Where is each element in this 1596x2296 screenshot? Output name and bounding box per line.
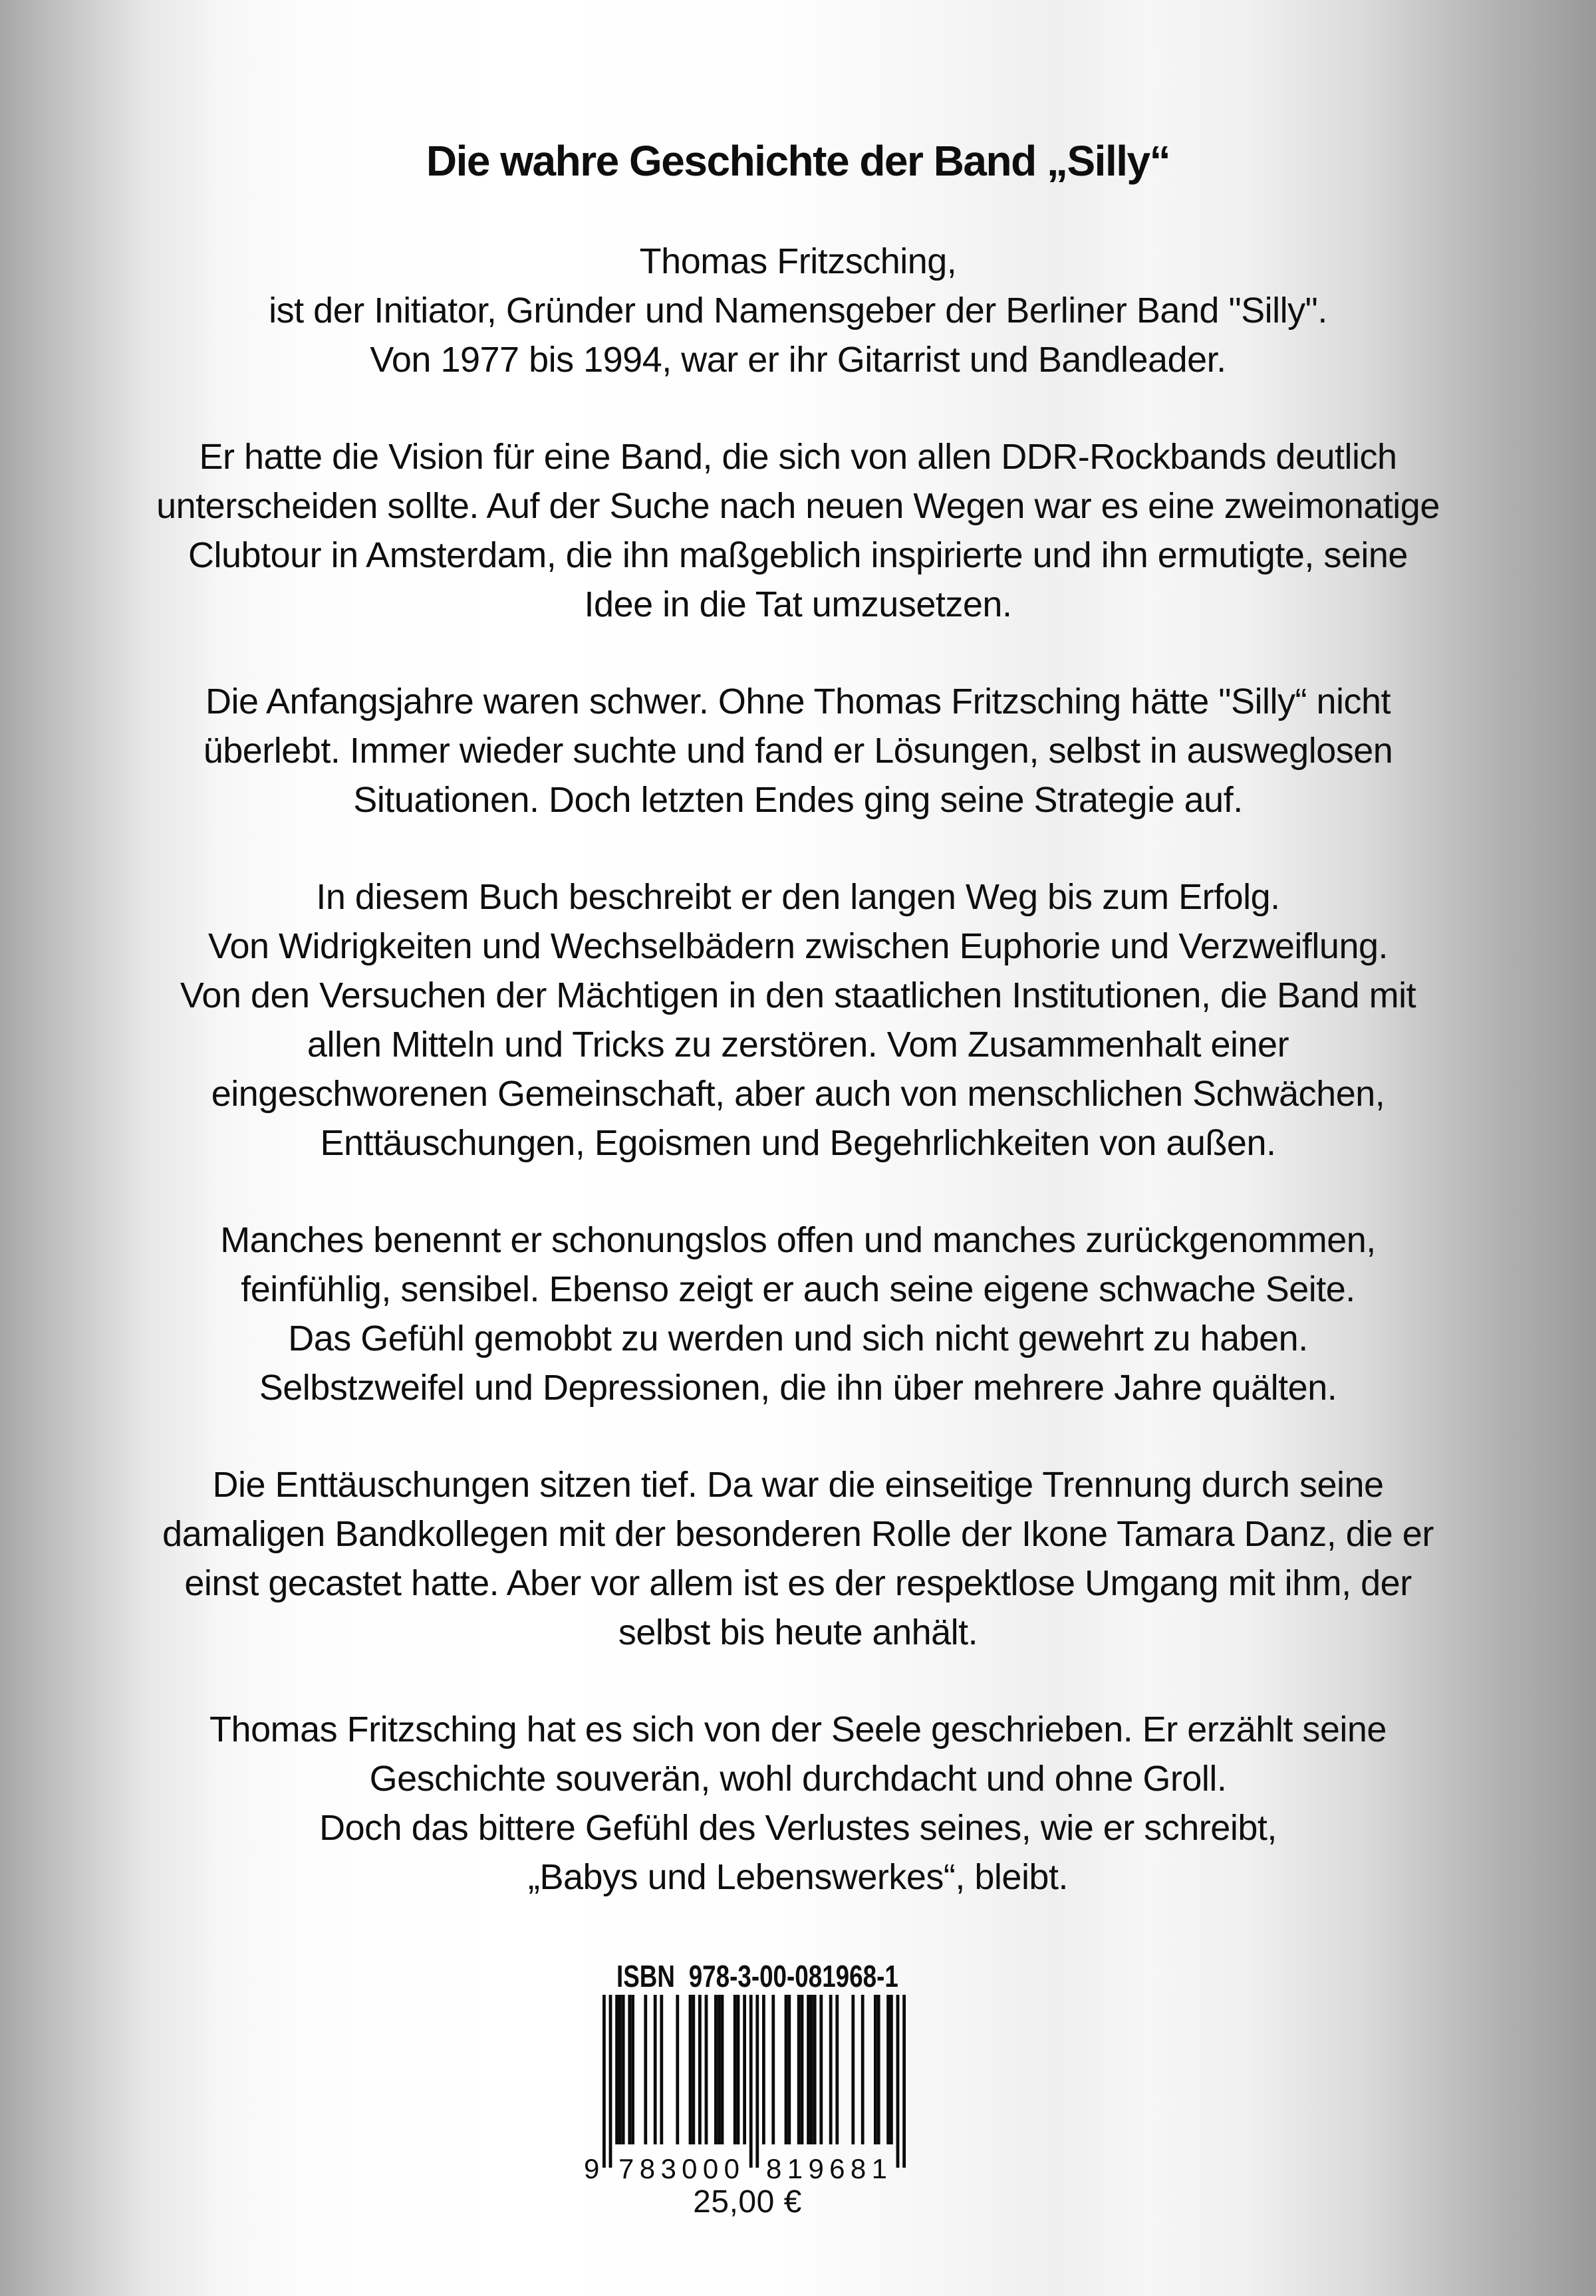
cover-title: Die wahre Geschichte der Band „Silly“	[426, 137, 1170, 185]
barcode-wrap	[581, 1995, 914, 2181]
text-line: ist der Initiator, Gründer und Namensgeber der Berliner Band "Silly".	[269, 291, 1327, 330]
text-line: feinfühlig, sensibel. Ebenso zeigt er auch seine eigene schwache Seite.	[241, 1269, 1355, 1309]
text-line: Von den Versuchen der Mächtigen in den staatlichen Institutionen, die Band mit	[180, 975, 1416, 1015]
isbn-label	[616, 1959, 898, 1993]
isbn-number: 978-3-00-081968-1	[688, 1959, 898, 1993]
text-line: Selbstzweifel und Depressionen, die ihn über mehrere Jahre quälten.	[259, 1368, 1337, 1408]
text-line: Clubtour in Amsterdam, die ihn maßgeblich inspirierte und ihn ermutigte, seine	[188, 535, 1408, 575]
text-line: eingeschworenen Gemeinschaft, aber auch von menschlichen Schwächen,	[211, 1074, 1385, 1114]
text-line: überlebt. Immer wieder suchte und fand er Lösungen, selbst in ausweglosen	[203, 731, 1393, 771]
barcode-digits-right: 819681	[766, 2153, 887, 2181]
text-line: Idee in die Tat umzusetzen.	[584, 584, 1012, 624]
barcode-digits-left: 783000	[618, 2153, 739, 2181]
text-line: Die Anfangsjahre waren schwer. Ohne Thomas Fritzsching hätte "Silly“ nicht	[205, 682, 1391, 721]
paragraph-2	[0, 432, 1596, 629]
text-line: Geschichte souverän, wohl durchdacht und ohne Groll.	[369, 1759, 1227, 1799]
text-line: Thomas Fritzsching hat es sich von der Seele geschrieben. Er erzählt seine	[209, 1710, 1387, 1749]
text-line: Von 1977 bis 1994, war er ihr Gitarrist und Bandleader.	[370, 340, 1226, 380]
paragraph-1	[0, 237, 1596, 384]
text-line: Manches benennt er schonungslos offen und manches zurückgenommen,	[220, 1220, 1376, 1260]
text-line: Enttäuschungen, Egoismen und Begehrlichkeiten von außen.	[320, 1123, 1276, 1163]
text-line: selbst bis heute anhält.	[618, 1612, 978, 1652]
text-line: Das Gefühl gemobbt zu werden und sich nicht gewehrt zu haben.	[288, 1319, 1308, 1358]
text-line: Er hatte die Vision für eine Band, die sich von allen DDR-Rockbands deutlich	[199, 437, 1397, 477]
paragraph-5	[0, 1215, 1596, 1412]
text-line: Thomas Fritzsching,	[639, 241, 957, 281]
text-line: damaligen Bandkollegen mit der besonderen Rolle der Ikone Tamara Danz, die er	[162, 1514, 1434, 1554]
text-line: „Babys und Lebenswerkes“, bleibt.	[528, 1857, 1068, 1897]
barcode-digit-first: 9	[584, 2153, 600, 2181]
text-line: In diesem Buch beschreibt er den langen Weg bis zum Erfolg.	[316, 877, 1280, 917]
paragraph-7	[0, 1705, 1596, 1902]
text-line: Die Enttäuschungen sitzen tief. Da war die einseitige Trennung durch seine	[212, 1465, 1384, 1505]
paragraph-3	[0, 677, 1596, 825]
price-label: 25,00 €	[693, 2184, 802, 2220]
text-line: allen Mitteln und Tricks zu zerstören. Vom Zusammenhalt einer	[307, 1025, 1289, 1065]
ean13-barcode	[581, 1995, 914, 2181]
paragraph-4	[0, 872, 1596, 1168]
text-line: einst gecastet hatte. Aber vor allem ist es der respektlose Umgang mit ihm, der	[184, 1563, 1412, 1603]
text-line: Von Widrigkeiten und Wechselbädern zwischen Euphorie und Verzweiflung.	[207, 926, 1389, 966]
text-line: Doch das bittere Gefühl des Verlustes seines, wie er schreibt,	[319, 1808, 1277, 1848]
text-line: Situationen. Doch letzten Endes ging seine Strategie auf.	[353, 780, 1243, 820]
isbn-block	[581, 1959, 914, 2220]
text-line: unterscheiden sollte. Auf der Suche nach neuen Wegen war es eine zweimonatige	[156, 486, 1440, 526]
isbn-label-row	[581, 1959, 914, 1993]
paragraph-6	[0, 1460, 1596, 1657]
isbn-word: ISBN	[616, 1959, 675, 1993]
